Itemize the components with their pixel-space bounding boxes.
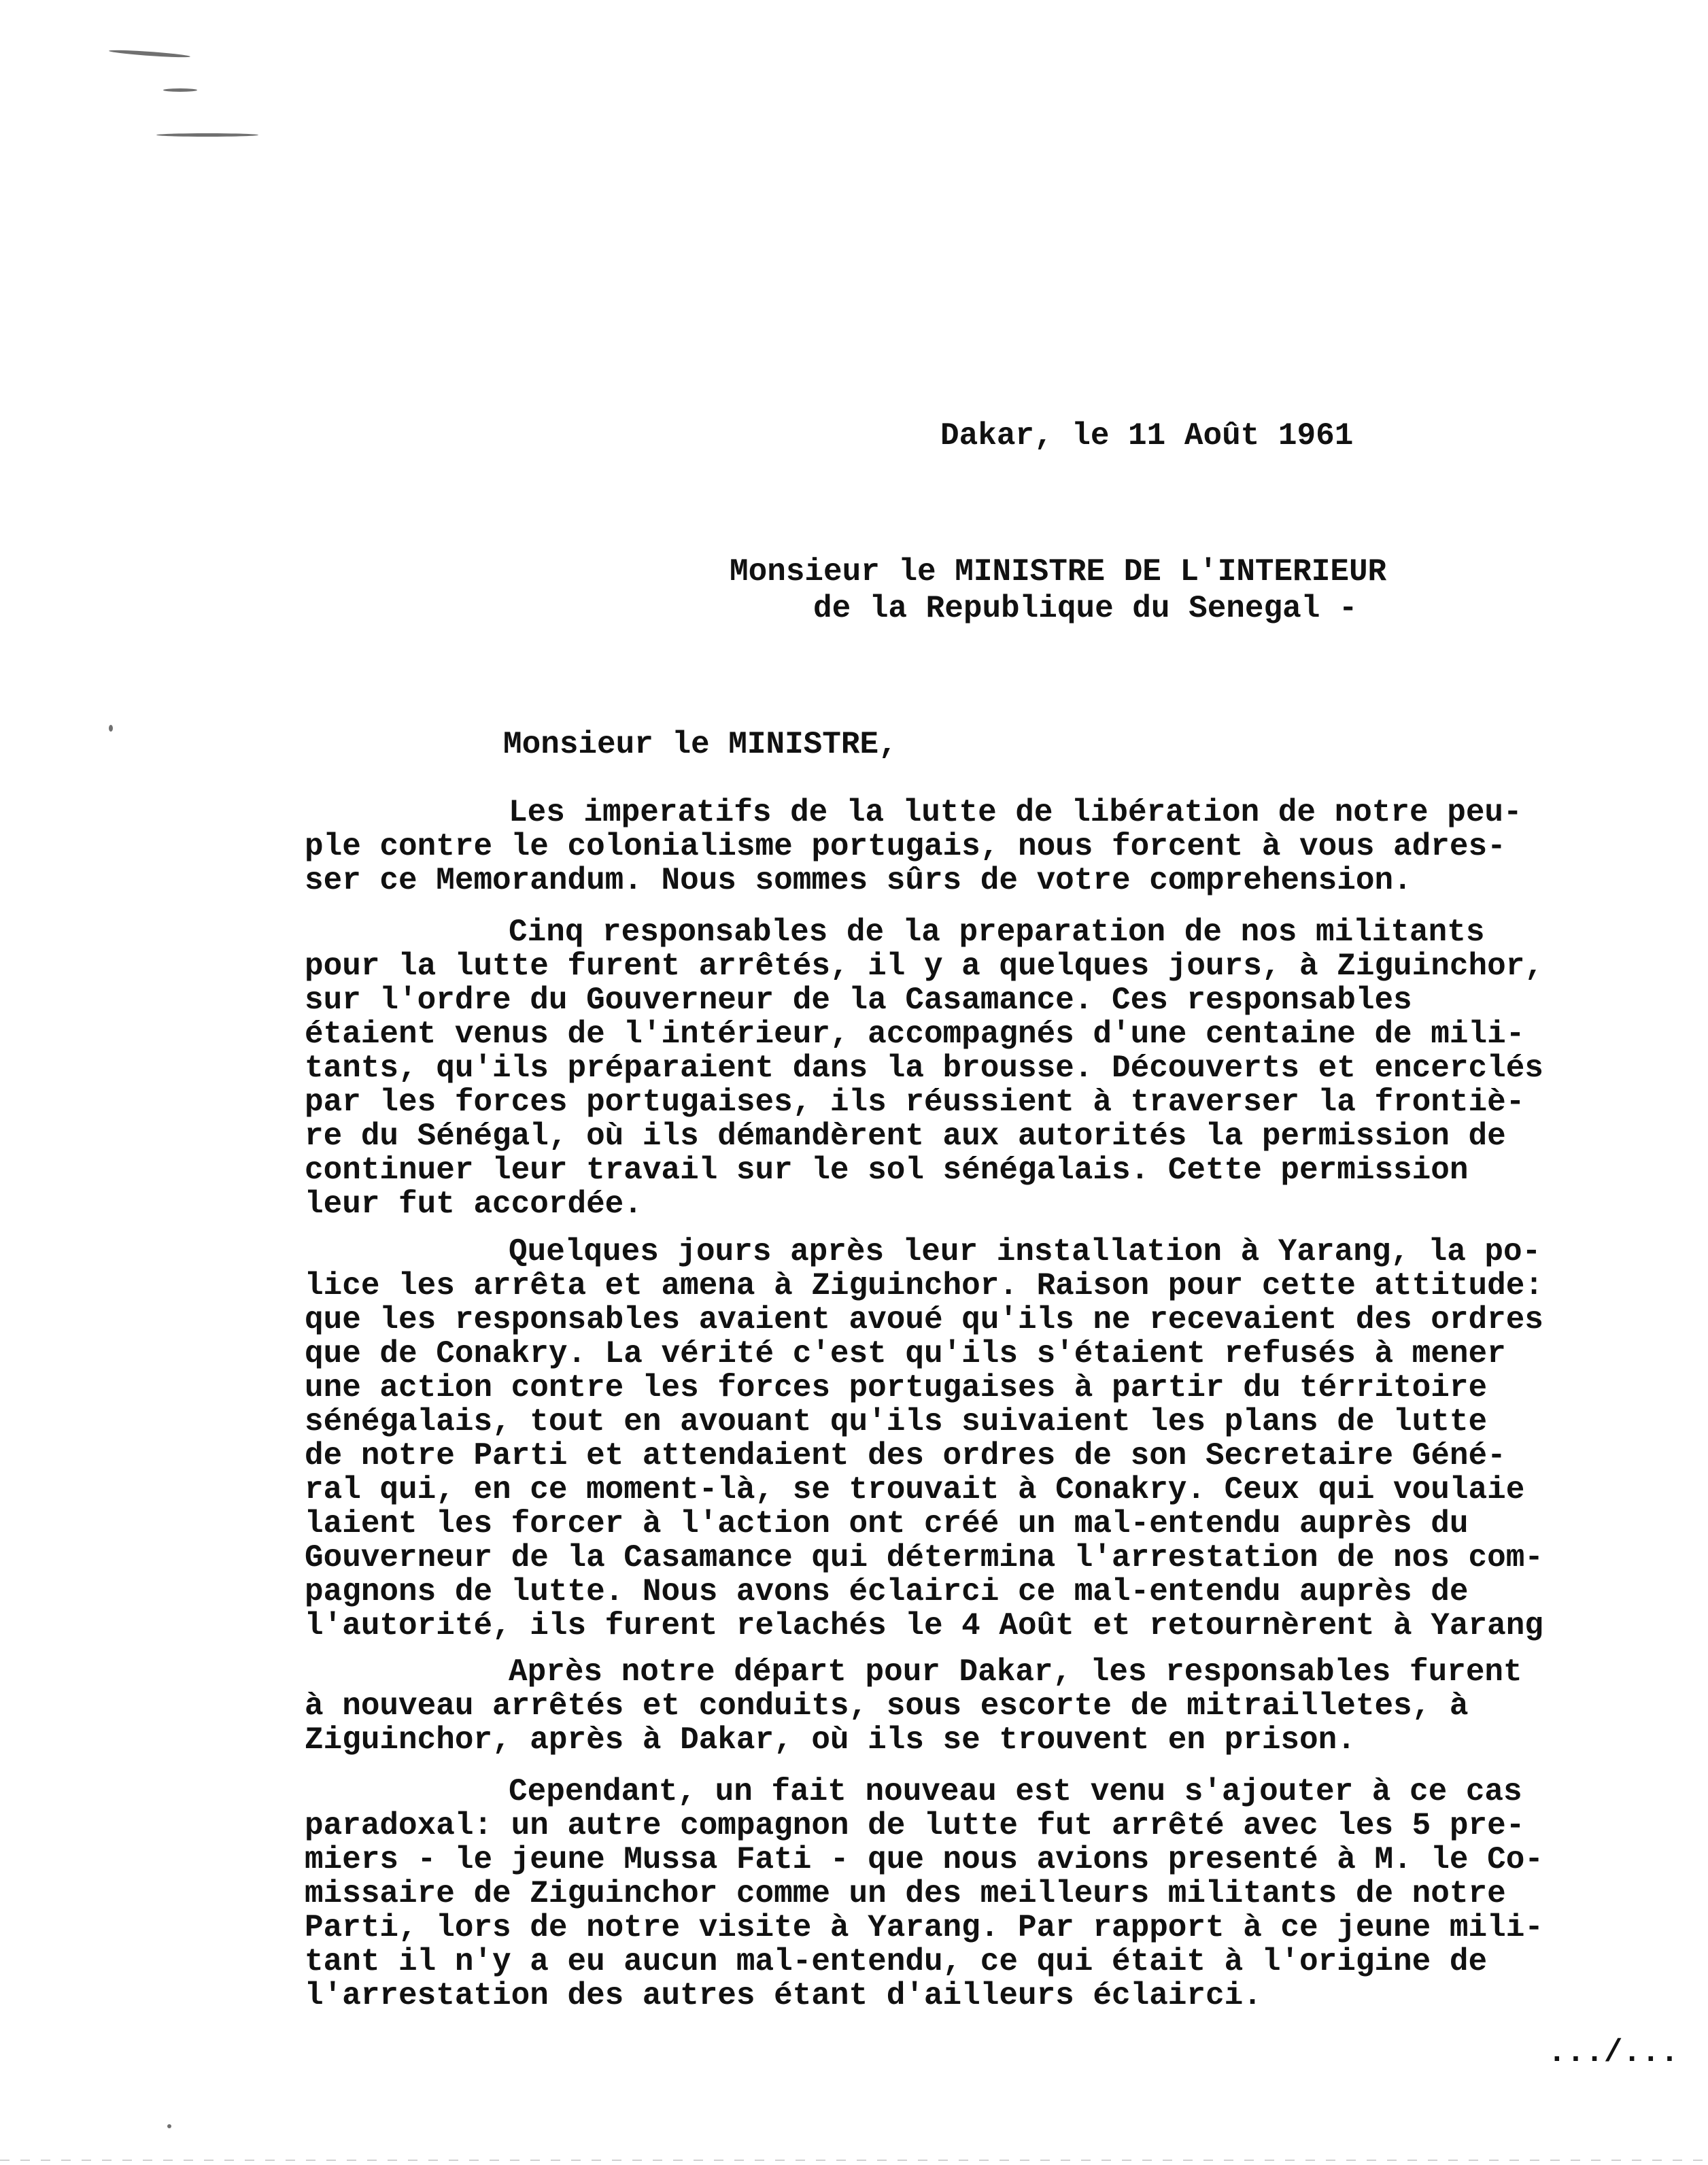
paragraph-line: Cependant, un fait nouveau est venu s'ajouter à ce cas xyxy=(509,1774,1522,1809)
paragraph-line: Ziguinchor, après à Dakar, où ils se trouvent en prison. xyxy=(305,1722,1356,1758)
paragraph-line: sénégalais, tout en avouant qu'ils suivaient les plans de lutte xyxy=(305,1404,1488,1439)
paragraph-3 xyxy=(305,1235,1637,1643)
scan-mark-1 xyxy=(109,49,190,58)
scan-mark-4 xyxy=(109,725,113,732)
paragraph-line: l'autorité, ils furent relachés le 4 Août et retournèrent à Yarang xyxy=(305,1608,1543,1643)
paragraph-line: l'arrestation des autres étant d'ailleurs éclairci. xyxy=(305,1978,1262,2013)
paragraph-line: re du Sénégal, où ils démandèrent aux autorités la permission de xyxy=(305,1119,1506,1154)
paragraph-line: Quelques jours après leur installation à Yarang, la po- xyxy=(509,1234,1541,1269)
paragraph-line: continuer leur travail sur le sol sénégalais. Cette permission xyxy=(305,1153,1469,1188)
paragraph-line: ral qui, en ce moment-là, se trouvait à Conakry. Ceux qui voulaie xyxy=(305,1472,1525,1507)
continuation-marker: .../... xyxy=(1548,2035,1679,2070)
paragraph-line: de notre Parti et attendaient des ordres de son Secretaire Géné- xyxy=(305,1438,1506,1473)
scan-mark-3 xyxy=(156,133,258,137)
paragraph-line: Cinq responsables de la preparation de nos militants xyxy=(509,915,1485,950)
paragraph-line: ple contre le colonialisme portugais, nous forcent à vous adres- xyxy=(305,829,1506,864)
paragraph-line: que de Conakry. La vérité c'est qu'ils s'étaient refusés à mener xyxy=(305,1336,1506,1371)
recipient-line-2: de la Republique du Senegal - xyxy=(813,591,1358,626)
paragraph-4 xyxy=(305,1655,1637,1757)
paragraph-line: pagnons de lutte. Nous avons éclairci ce mal-entendu auprès de xyxy=(305,1574,1469,1609)
paragraph-line: miers - le jeune Mussa Fati - que nous avions presenté à M. le Co- xyxy=(305,1842,1543,1877)
paragraph-line: leur fut accordée. xyxy=(305,1187,643,1222)
paragraph-line: à nouveau arrêtés et conduits, sous escorte de mitrailletes, à xyxy=(305,1688,1469,1724)
paragraph-line: Parti, lors de notre visite à Yarang. Par rapport à ce jeune mili- xyxy=(305,1910,1543,1945)
paragraph-line: Après notre départ pour Dakar, les responsables furent xyxy=(509,1654,1522,1690)
paragraph-line: par les forces portugaises, ils réussient à traverser la frontiè- xyxy=(305,1085,1525,1120)
letter-date: Dakar, le 11 Août 1961 xyxy=(940,418,1354,454)
paragraph-2 xyxy=(305,915,1637,1221)
paragraph-line: lice les arrêta et amena à Ziguinchor. Raison pour cette attitude: xyxy=(305,1268,1543,1303)
paragraph-line: tants, qu'ils préparaient dans la brousse. Découverts et encerclés xyxy=(305,1051,1543,1086)
paragraph-line: étaient venus de l'intérieur, accompagnés d'une centaine de mili- xyxy=(305,1017,1525,1052)
paragraph-1 xyxy=(305,796,1637,898)
paragraph-line: que les responsables avaient avoué qu'ils ne recevaient des ordres xyxy=(305,1302,1543,1337)
paragraph-line: sur l'ordre du Gouverneur de la Casamance. Ces responsables xyxy=(305,983,1412,1018)
paragraph-line: paradoxal: un autre compagnon de lutte fut arrêté avec les 5 pre- xyxy=(305,1808,1525,1843)
recipient-line-1: Monsieur le MINISTRE DE L'INTERIEUR xyxy=(730,554,1387,590)
paragraph-line: missaire de Ziguinchor comme un des meilleurs militants de notre xyxy=(305,1876,1506,1911)
scan-mark-5 xyxy=(167,2124,171,2128)
paragraph-line: ser ce Memorandum. Nous sommes sûrs de votre comprehension. xyxy=(305,863,1412,898)
scan-bottom-edge xyxy=(0,2160,1708,2161)
paragraph-line: Les imperatifs de la lutte de libération de notre peu- xyxy=(509,795,1522,830)
paragraph-line: laient les forcer à l'action ont créé un mal-entendu auprès du xyxy=(305,1506,1469,1541)
paragraph-line: une action contre les forces portugaises à partir du térritoire xyxy=(305,1370,1488,1405)
scan-mark-2 xyxy=(163,88,197,92)
paragraph-line: Gouverneur de la Casamance qui détermina l'arrestation de nos com- xyxy=(305,1540,1543,1575)
paragraph-line: pour la lutte furent arrêtés, il y a quelques jours, à Ziguinchor, xyxy=(305,949,1543,984)
paragraph-5 xyxy=(305,1775,1637,2013)
salutation: Monsieur le MINISTRE, xyxy=(503,727,898,762)
paragraph-line: tant il n'y a eu aucun mal-entendu, ce qui était à l'origine de xyxy=(305,1944,1488,1979)
